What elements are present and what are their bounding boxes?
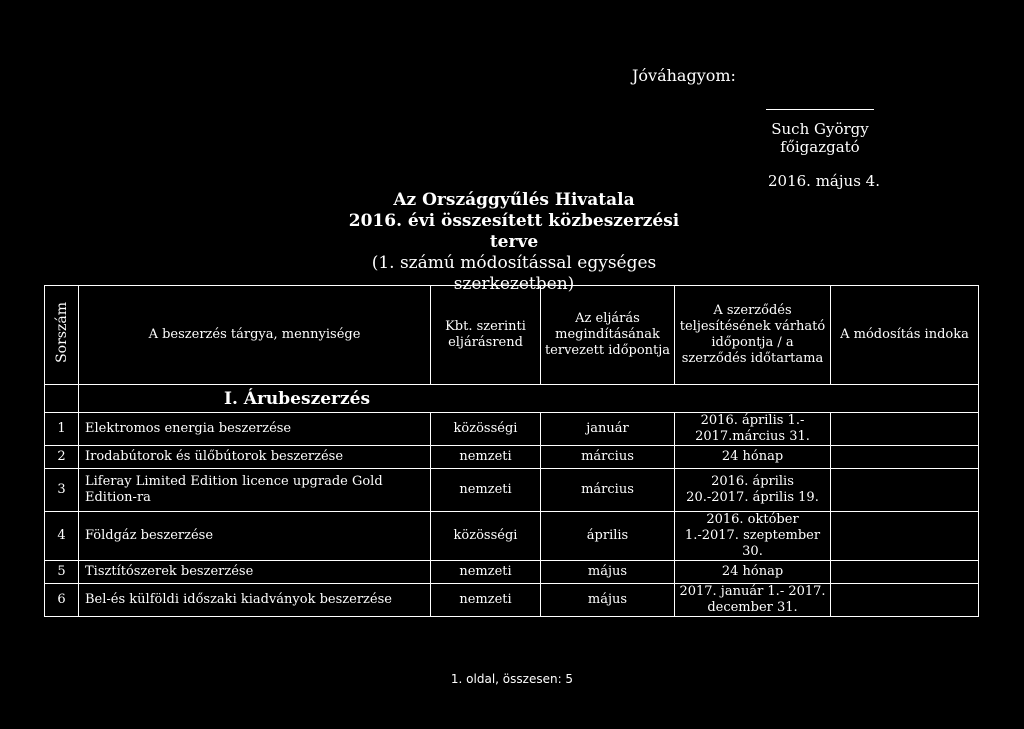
table-row [45, 446, 979, 469]
row-completion: 2016. október 1.-2017. szeptember 30. [675, 512, 831, 561]
row-procedure: nemzeti [431, 446, 541, 469]
row-reason [831, 469, 979, 512]
row-completion: 2017. január 1.- 2017. december 31. [675, 584, 831, 617]
row-no: 3 [45, 469, 79, 512]
row-start: március [541, 446, 675, 469]
row-completion: 2016. április 20.-2017. április 19. [675, 469, 831, 512]
section-blank [45, 385, 79, 413]
row-reason [831, 584, 979, 617]
header-cell-completion: A szerződés teljesítésének várható időpontja / a szerződés időtartama [675, 286, 831, 385]
signer-title: főigazgató [780, 138, 860, 156]
section-title: I. Árubeszerzés [79, 385, 979, 413]
header-cell-start: Az eljárás megindításának tervezett időpontja [541, 286, 675, 385]
header-cell-no: Sorszám [45, 286, 79, 385]
row-start: április [541, 512, 675, 561]
row-subject: Irodabútorok és ülőbútorok beszerzése [79, 446, 431, 469]
document-title-line-3: (1. számú módosítással egységes szerkezetben) [371, 253, 657, 294]
row-start: május [541, 561, 675, 584]
document-title-line-2: 2016. évi összesített közbeszerzési terve [348, 211, 680, 252]
table-row [45, 512, 979, 561]
row-reason [831, 413, 979, 446]
row-completion: 24 hónap [675, 446, 831, 469]
page-footer: 1. oldal, összesen: 5 [450, 672, 574, 686]
procurement-plan-table [44, 285, 979, 617]
row-start: március [541, 469, 675, 512]
row-completion: 24 hónap [675, 561, 831, 584]
signature-line [766, 109, 874, 110]
row-start: január [541, 413, 675, 446]
row-procedure: közösségi [431, 413, 541, 446]
document-title-line-1: Az Országgyűlés Hivatala [393, 190, 635, 210]
row-reason [831, 512, 979, 561]
table-row [45, 413, 979, 446]
table-header-row [45, 286, 979, 385]
row-subject: Bel-és külföldi időszaki kiadványok beszerzése [79, 584, 431, 617]
header-cell-subject: A beszerzés tárgya, mennyisége [79, 286, 431, 385]
table-row [45, 584, 979, 617]
row-no: 1 [45, 413, 79, 446]
row-start: május [541, 584, 675, 617]
approval-date: 2016. május 4. [768, 172, 880, 190]
signer-name: Such György [771, 120, 869, 138]
row-subject: Földgáz beszerzése [79, 512, 431, 561]
row-subject: Liferay Limited Edition licence upgrade Gold Edition-ra [79, 469, 431, 512]
row-procedure: nemzeti [431, 561, 541, 584]
row-no: 5 [45, 561, 79, 584]
approval-label: Jóváhagyom: [632, 66, 736, 85]
row-subject: Elektromos energia beszerzése [79, 413, 431, 446]
row-no: 6 [45, 584, 79, 617]
document-title [330, 190, 698, 295]
row-subject: Tisztítószerek beszerzése [79, 561, 431, 584]
row-completion: 2016. április 1.- 2017.március 31. [675, 413, 831, 446]
row-no: 2 [45, 446, 79, 469]
row-reason [831, 446, 979, 469]
row-procedure: nemzeti [431, 584, 541, 617]
header-cell-reason: A módosítás indoka [831, 286, 979, 385]
row-no: 4 [45, 512, 79, 561]
row-procedure: nemzeti [431, 469, 541, 512]
header-cell-procedure: Kbt. szerinti eljárásrend [431, 286, 541, 385]
table-row [45, 561, 979, 584]
table-row [45, 469, 979, 512]
row-procedure: közösségi [431, 512, 541, 561]
row-reason [831, 561, 979, 584]
section-row [45, 385, 979, 413]
